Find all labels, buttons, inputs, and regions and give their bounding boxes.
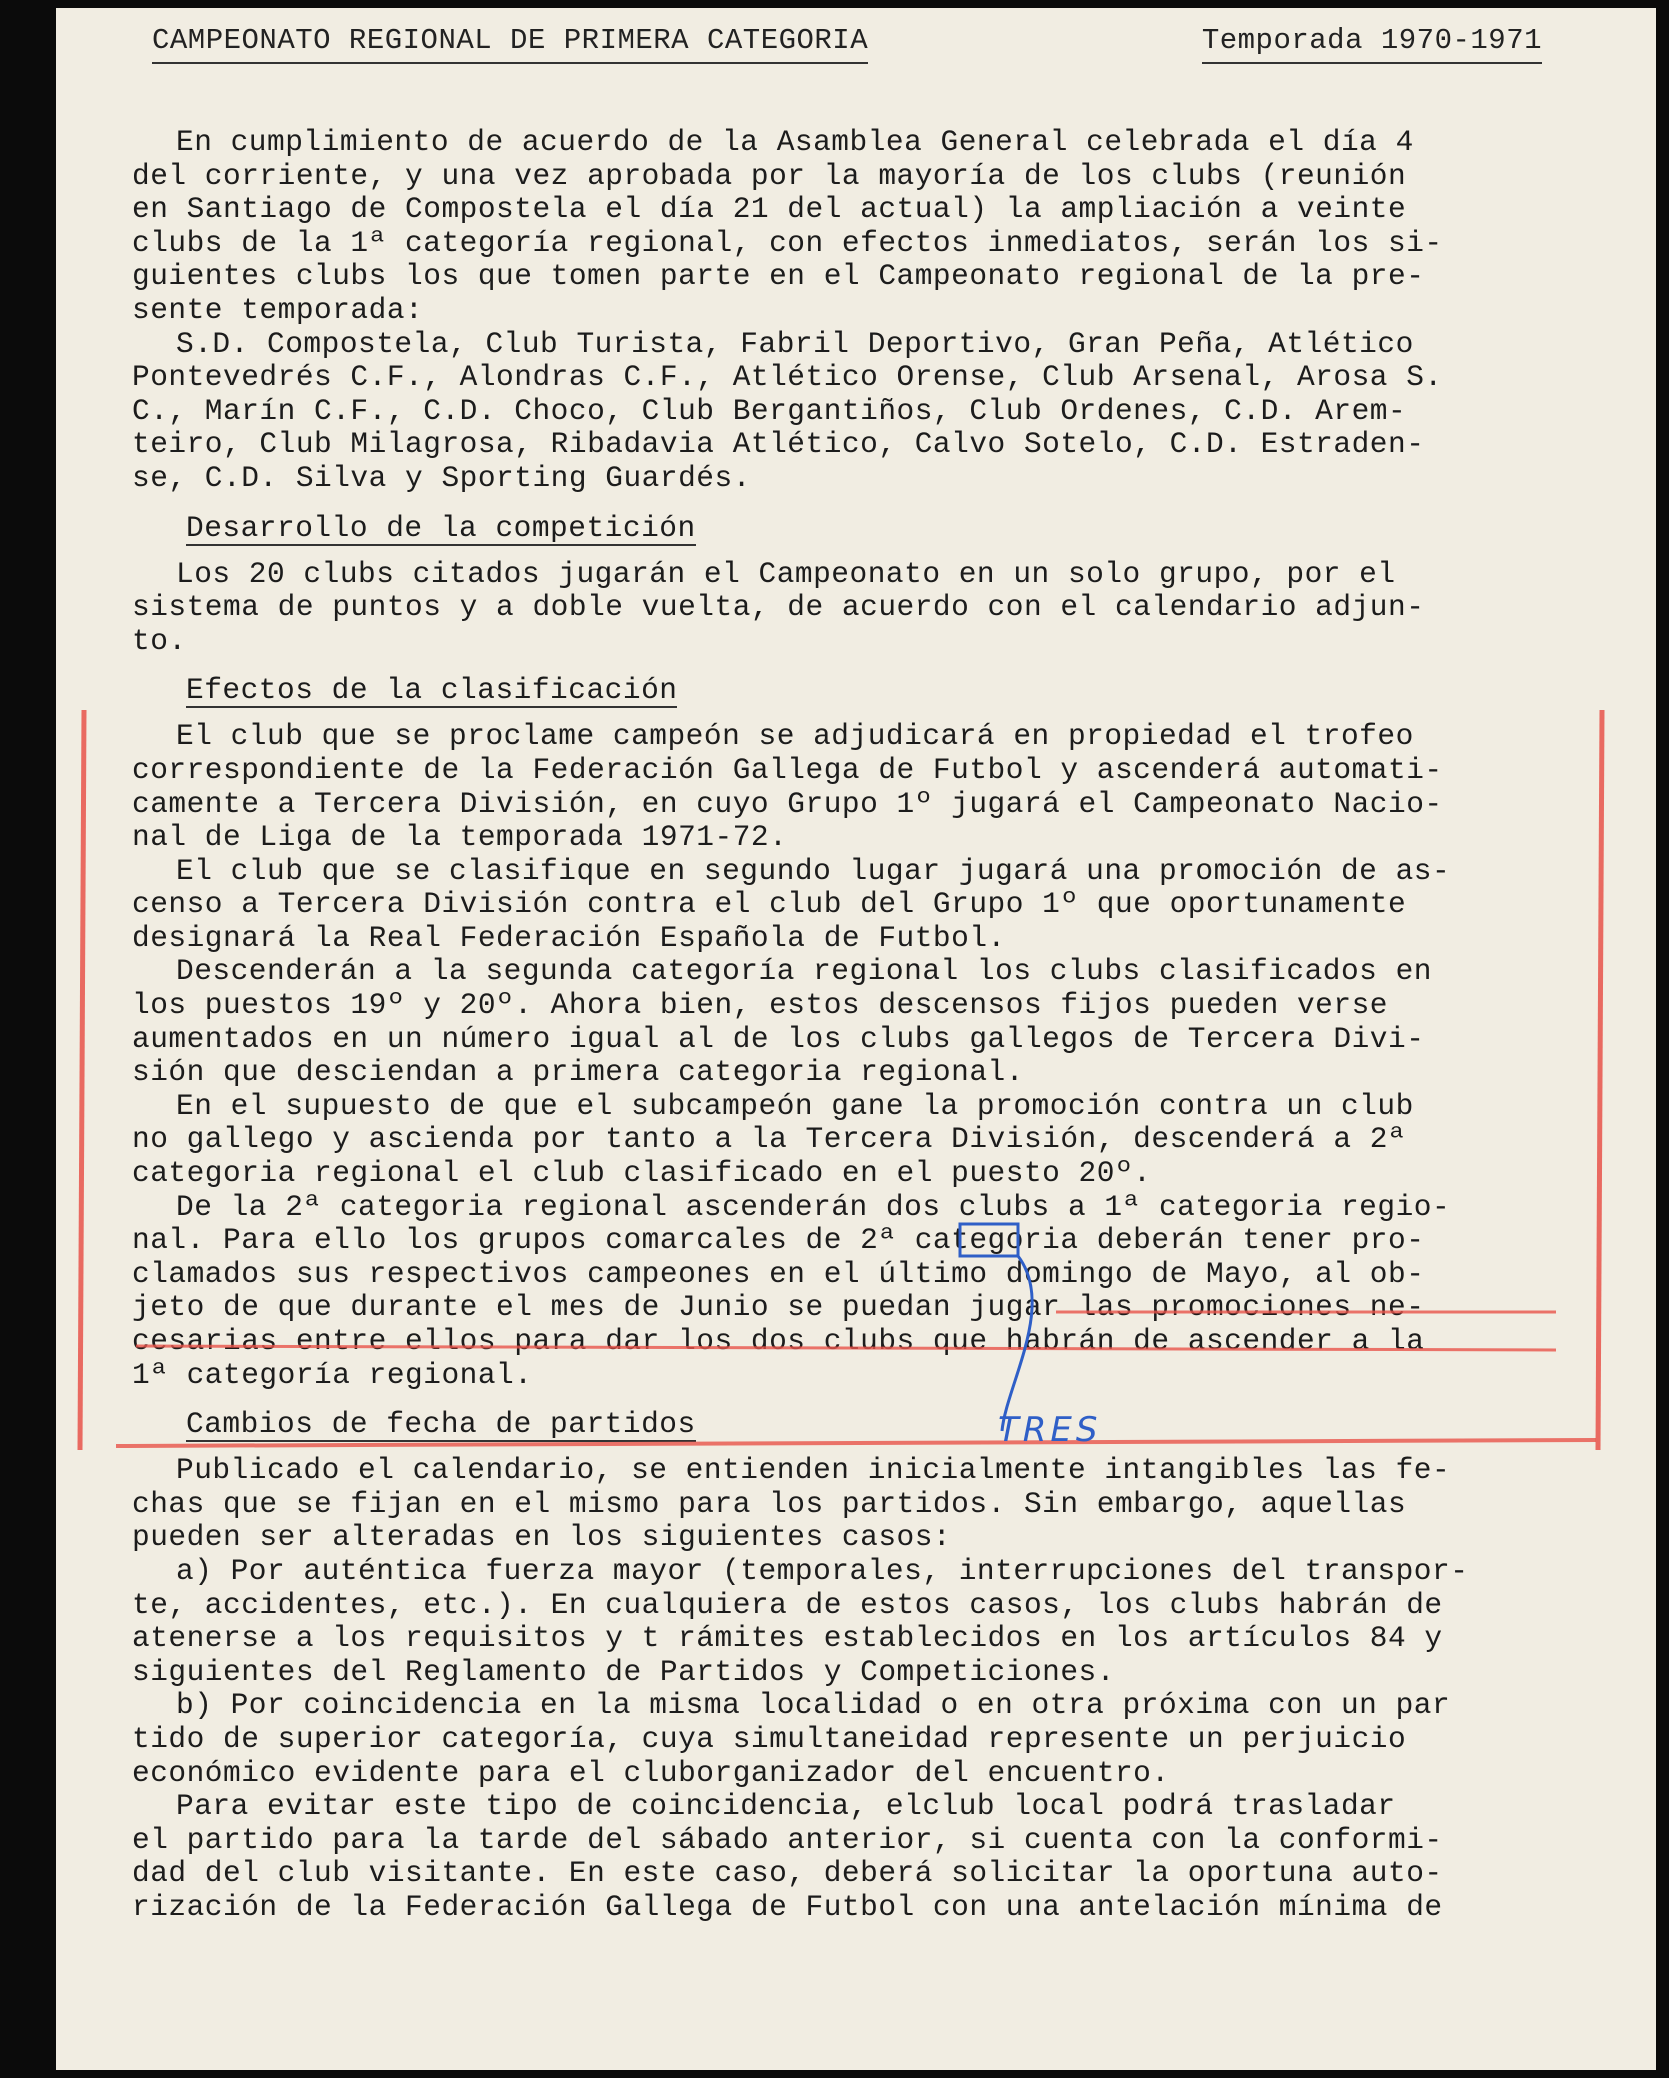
text-line: teiro, Club Milagrosa, Ribadavia Atlético, Calvo Sotelo, C.D. Estraden- <box>132 427 1425 462</box>
text-line: guientes clubs los que tomen parte en el Campeonato regional de la pre- <box>132 259 1425 294</box>
text-line: b) Por coincidencia en la misma localidad o en otra próxima con un par <box>176 1688 1451 1723</box>
text-line: Descenderán a la segunda categoría regional los clubs clasificados en <box>176 954 1432 989</box>
text-line: atenerse a los requisitos y t rámites establecidos en los artículos 84 y <box>132 1621 1443 1656</box>
text-line: C., Marín C.F., C.D. Choco, Club Bergantiños, Club Ordenes, C.D. Arem- <box>132 393 1407 428</box>
text-line: Publicado el calendario, se entienden inicialmente intangibles las fe- <box>176 1453 1451 1488</box>
efectos-paragraph <box>132 720 1622 1392</box>
text-line: nal de Liga de la temporada 1971-72. <box>132 820 788 855</box>
text-line: designará la Real Federación Española de Futbol. <box>132 920 1006 955</box>
text-line: jeto de que durante el mes de Junio se puedan jugar las promociones ne- <box>132 1290 1425 1325</box>
text-line: 1ª categoría regional. <box>132 1357 533 1392</box>
season-label: Temporada 1970-1971 <box>1202 22 1542 64</box>
text-line: censo a Tercera División contra el club del Grupo 1º que oportunamente <box>132 887 1407 922</box>
text-line: te, accidentes, etc.). En cualquiera de estos casos, los clubs habrán de <box>132 1587 1443 1622</box>
text-line: clamados sus respectivos campeones en el último domingo de Mayo, al ob- <box>132 1256 1425 1291</box>
text-line: sión que desciendan a primera categoria regional. <box>132 1055 1024 1090</box>
text-line: En el supuesto de que el subcampeón gane la promoción contra un club <box>176 1088 1414 1123</box>
text-line: dad del club visitante. En este caso, deberá solicitar la oportuna auto- <box>132 1856 1443 1891</box>
text-line: el partido para la tarde del sábado anterior, si cuenta con la conformi- <box>132 1822 1443 1857</box>
text-line: cesarias entre ellos para dar los dos clubs que habrán de ascender a la <box>132 1324 1425 1358</box>
text-line: los puestos 19º y 20º. Ahora bien, estos descensos fijos pueden verse <box>132 988 1388 1023</box>
text-line: a) Por auténtica fuerza mayor (temporales, interrupciones del transpor- <box>176 1553 1469 1588</box>
text-line: económico evidente para el cluborganizador del encuentro. <box>132 1755 1170 1790</box>
text-line: Pontevedrés C.F., Alondras C.F., Atlético Orense, Club Arsenal, Arosa S. <box>132 360 1443 395</box>
document-body <box>132 126 1622 1925</box>
text-line: del corriente, y una vez aprobada por la mayoría de los clubs (reunión <box>132 158 1407 193</box>
text-line: siguientes del Reglamento de Partidos y Competiciones. <box>132 1654 1115 1689</box>
section-heading-cambios: Cambios de fecha de partidos <box>186 1407 696 1442</box>
section-heading-desarrollo: Desarrollo de la competición <box>186 510 696 545</box>
text-line: categoria regional el club clasificado en el puesto 20º. <box>132 1156 1152 1191</box>
text-line: en Santiago de Compostela el día 21 del actual) la ampliación a veinte <box>132 192 1407 227</box>
text-line: pueden ser alteradas en los siguientes casos: <box>132 1520 952 1555</box>
text-line: S.D. Compostela, Club Turista, Fabril Deportivo, Gran Peña, Atlético <box>176 326 1414 361</box>
document-page <box>56 8 1656 2070</box>
text-line: nal. Para ello los grupos comarcales de 2ª categoria deberán tener pro- <box>132 1223 1425 1258</box>
text-line: Para evitar este tipo de coincidencia, elclub local podrá trasladar <box>176 1789 1396 1824</box>
text-line: chas que se fijan en el mismo para los partidos. Sin embargo, aquellas <box>132 1486 1407 1521</box>
club-list <box>132 328 1622 496</box>
desarrollo-paragraph <box>132 558 1622 659</box>
intro-paragraph <box>132 126 1622 328</box>
text-line: De la 2ª categoria regional ascenderán dos clubs a 1ª categoria regio- <box>176 1189 1451 1224</box>
text-line: El club que se clasifique en segundo lugar jugará una promoción de as- <box>176 853 1451 888</box>
text-line: rización de la Federación Gallega de Futbol con una antelación mínima de <box>132 1889 1443 1924</box>
cambios-paragraph <box>132 1454 1622 1924</box>
section-heading-efectos: Efectos de la clasificación <box>186 673 678 708</box>
text-line: tido de superior categoría, cuya simultaneidad represente un perjuicio <box>132 1721 1407 1756</box>
text-line: El club que se proclame campeón se adjudicará en propiedad el trofeo <box>176 719 1414 754</box>
text-line: camente a Tercera División, en cuyo Grupo 1º jugará el Campeonato Nacio- <box>132 786 1443 821</box>
text-line: correspondiente de la Federación Gallega de Futbol y ascenderá automati- <box>132 752 1443 787</box>
text-line: En cumplimiento de acuerdo de la Asamblea General celebrada el día 4 <box>176 125 1414 159</box>
document-header <box>152 22 1542 70</box>
text-line: Los 20 clubs citados jugarán el Campeonato en un solo grupo, por el <box>176 556 1396 591</box>
text-line: no gallego y ascienda por tanto a la Tercera División, descenderá a 2ª <box>132 1122 1407 1157</box>
handwritten-annotation-tres: TRES <box>998 1410 1102 1450</box>
text-line: sistema de puntos y a doble vuelta, de acuerdo con el calendario adjun- <box>132 590 1425 625</box>
text-line: sente temporada: <box>132 292 424 327</box>
document-title: CAMPEONATO REGIONAL DE PRIMERA CATEGORIA <box>152 22 868 64</box>
text-line: to. <box>132 623 187 658</box>
text-line: clubs de la 1ª categoría regional, con efectos inmediatos, serán los si- <box>132 225 1443 260</box>
text-line: aumentados en un número igual al de los clubs gallegos de Tercera Divi- <box>132 1021 1425 1056</box>
text-line: se, C.D. Silva y Sporting Guardés. <box>132 460 751 495</box>
